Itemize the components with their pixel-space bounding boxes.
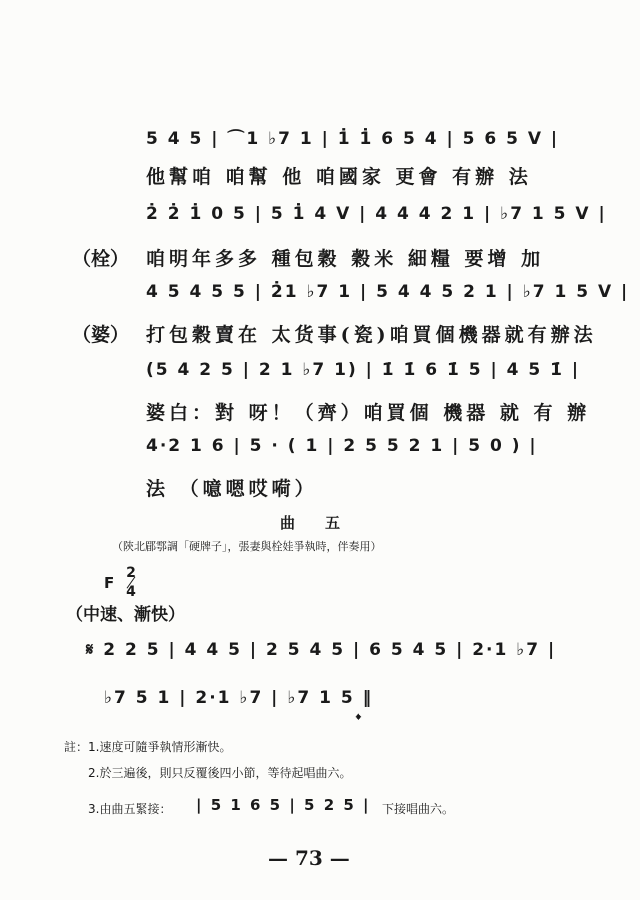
section-title: 曲五 bbox=[280, 514, 371, 532]
note-item-2: 2.於三遍後，則只反覆後四小節，等待起唱曲六。 bbox=[88, 766, 352, 780]
score2-line-2-notes: ♭7 5 1 | 2·1 ♭7 | ♭7 1 5 ‖ bbox=[104, 688, 374, 708]
score-line-5-lyrics: 法 （噫嗯哎嗬） bbox=[146, 478, 318, 500]
page-number: — 73 — bbox=[268, 846, 350, 870]
coda-sign: 𝄌 bbox=[356, 712, 363, 728]
key-signature: F bbox=[104, 574, 115, 592]
score-line-1-notes: 5 4 5 | ⌒1 ♭7 1 | 1̇ 1̇ 6 5 4 | 5 6 5 V | bbox=[146, 129, 560, 149]
section-subtitle: （陝北郿鄠調「硬牌子」，張妻與栓娃爭執時，伴奏用） bbox=[112, 540, 382, 553]
note-item-1: 1.速度可隨爭執情形漸快。 bbox=[88, 740, 232, 754]
score-line-4-lyrics: 婆白：對 呀！（齊）咱買個 機器 就 有 辦 bbox=[146, 402, 591, 424]
role-label-shuan: （栓） bbox=[72, 248, 130, 270]
note-item-3-tail: 下接唱曲六。 bbox=[382, 802, 455, 816]
notes-label: 註： bbox=[64, 740, 89, 754]
score-line-1-lyrics: 他幫咱 咱幫 他 咱國家 更會 有辦 法 bbox=[146, 166, 532, 188]
score-line-4-notes: (5 4 2 5 | 2 1 ♭7 1) | 1̇ 1̇ 6 1̇ 5 | 4 5 1̇ | bbox=[146, 360, 581, 380]
score-line-3-notes: 4 5 4 5 5 | 2̇1 ♭7 1 | 5 4 4 5 2 1 | ♭7 1 5 V | bbox=[146, 282, 630, 302]
time-signature bbox=[124, 566, 138, 599]
role-label-po: （婆） bbox=[72, 324, 130, 346]
score-line-2-lyrics: 咱明年多多 種包穀 穀米 細糧 要增 加 bbox=[146, 248, 545, 270]
time-signature-top: 2 bbox=[126, 565, 136, 581]
note-item-3-label: 3.由曲五緊接： bbox=[88, 802, 172, 816]
score-line-2-notes: 2̇ 2̇ 1̇ 0 5 | 5 1̇ 4 V | 4 4 4 2 1 | ♭7 1 5 V | bbox=[146, 204, 607, 224]
time-signature-bottom: 4 bbox=[126, 584, 136, 600]
score-line-5-notes: 4·2 1 6 | 5 · ( 1 | 2 5 5 2 1 | 5 0 ) | bbox=[146, 436, 538, 456]
note-item-3-notes: | 5 1 6 5 | 5 2 5 | bbox=[196, 796, 371, 814]
score2-line-1-notes: 𝄋 2 2 5 | 4 4 5 | 2 5 4 5 | 6 5 4 5 | 2·1 ♭7 | bbox=[86, 640, 557, 660]
score-line-3-lyrics: 打包穀賣在 太货事(瓷)咱買個機器就有辦法 bbox=[146, 324, 597, 346]
tempo-marking: （中速、漸快） bbox=[66, 605, 185, 625]
